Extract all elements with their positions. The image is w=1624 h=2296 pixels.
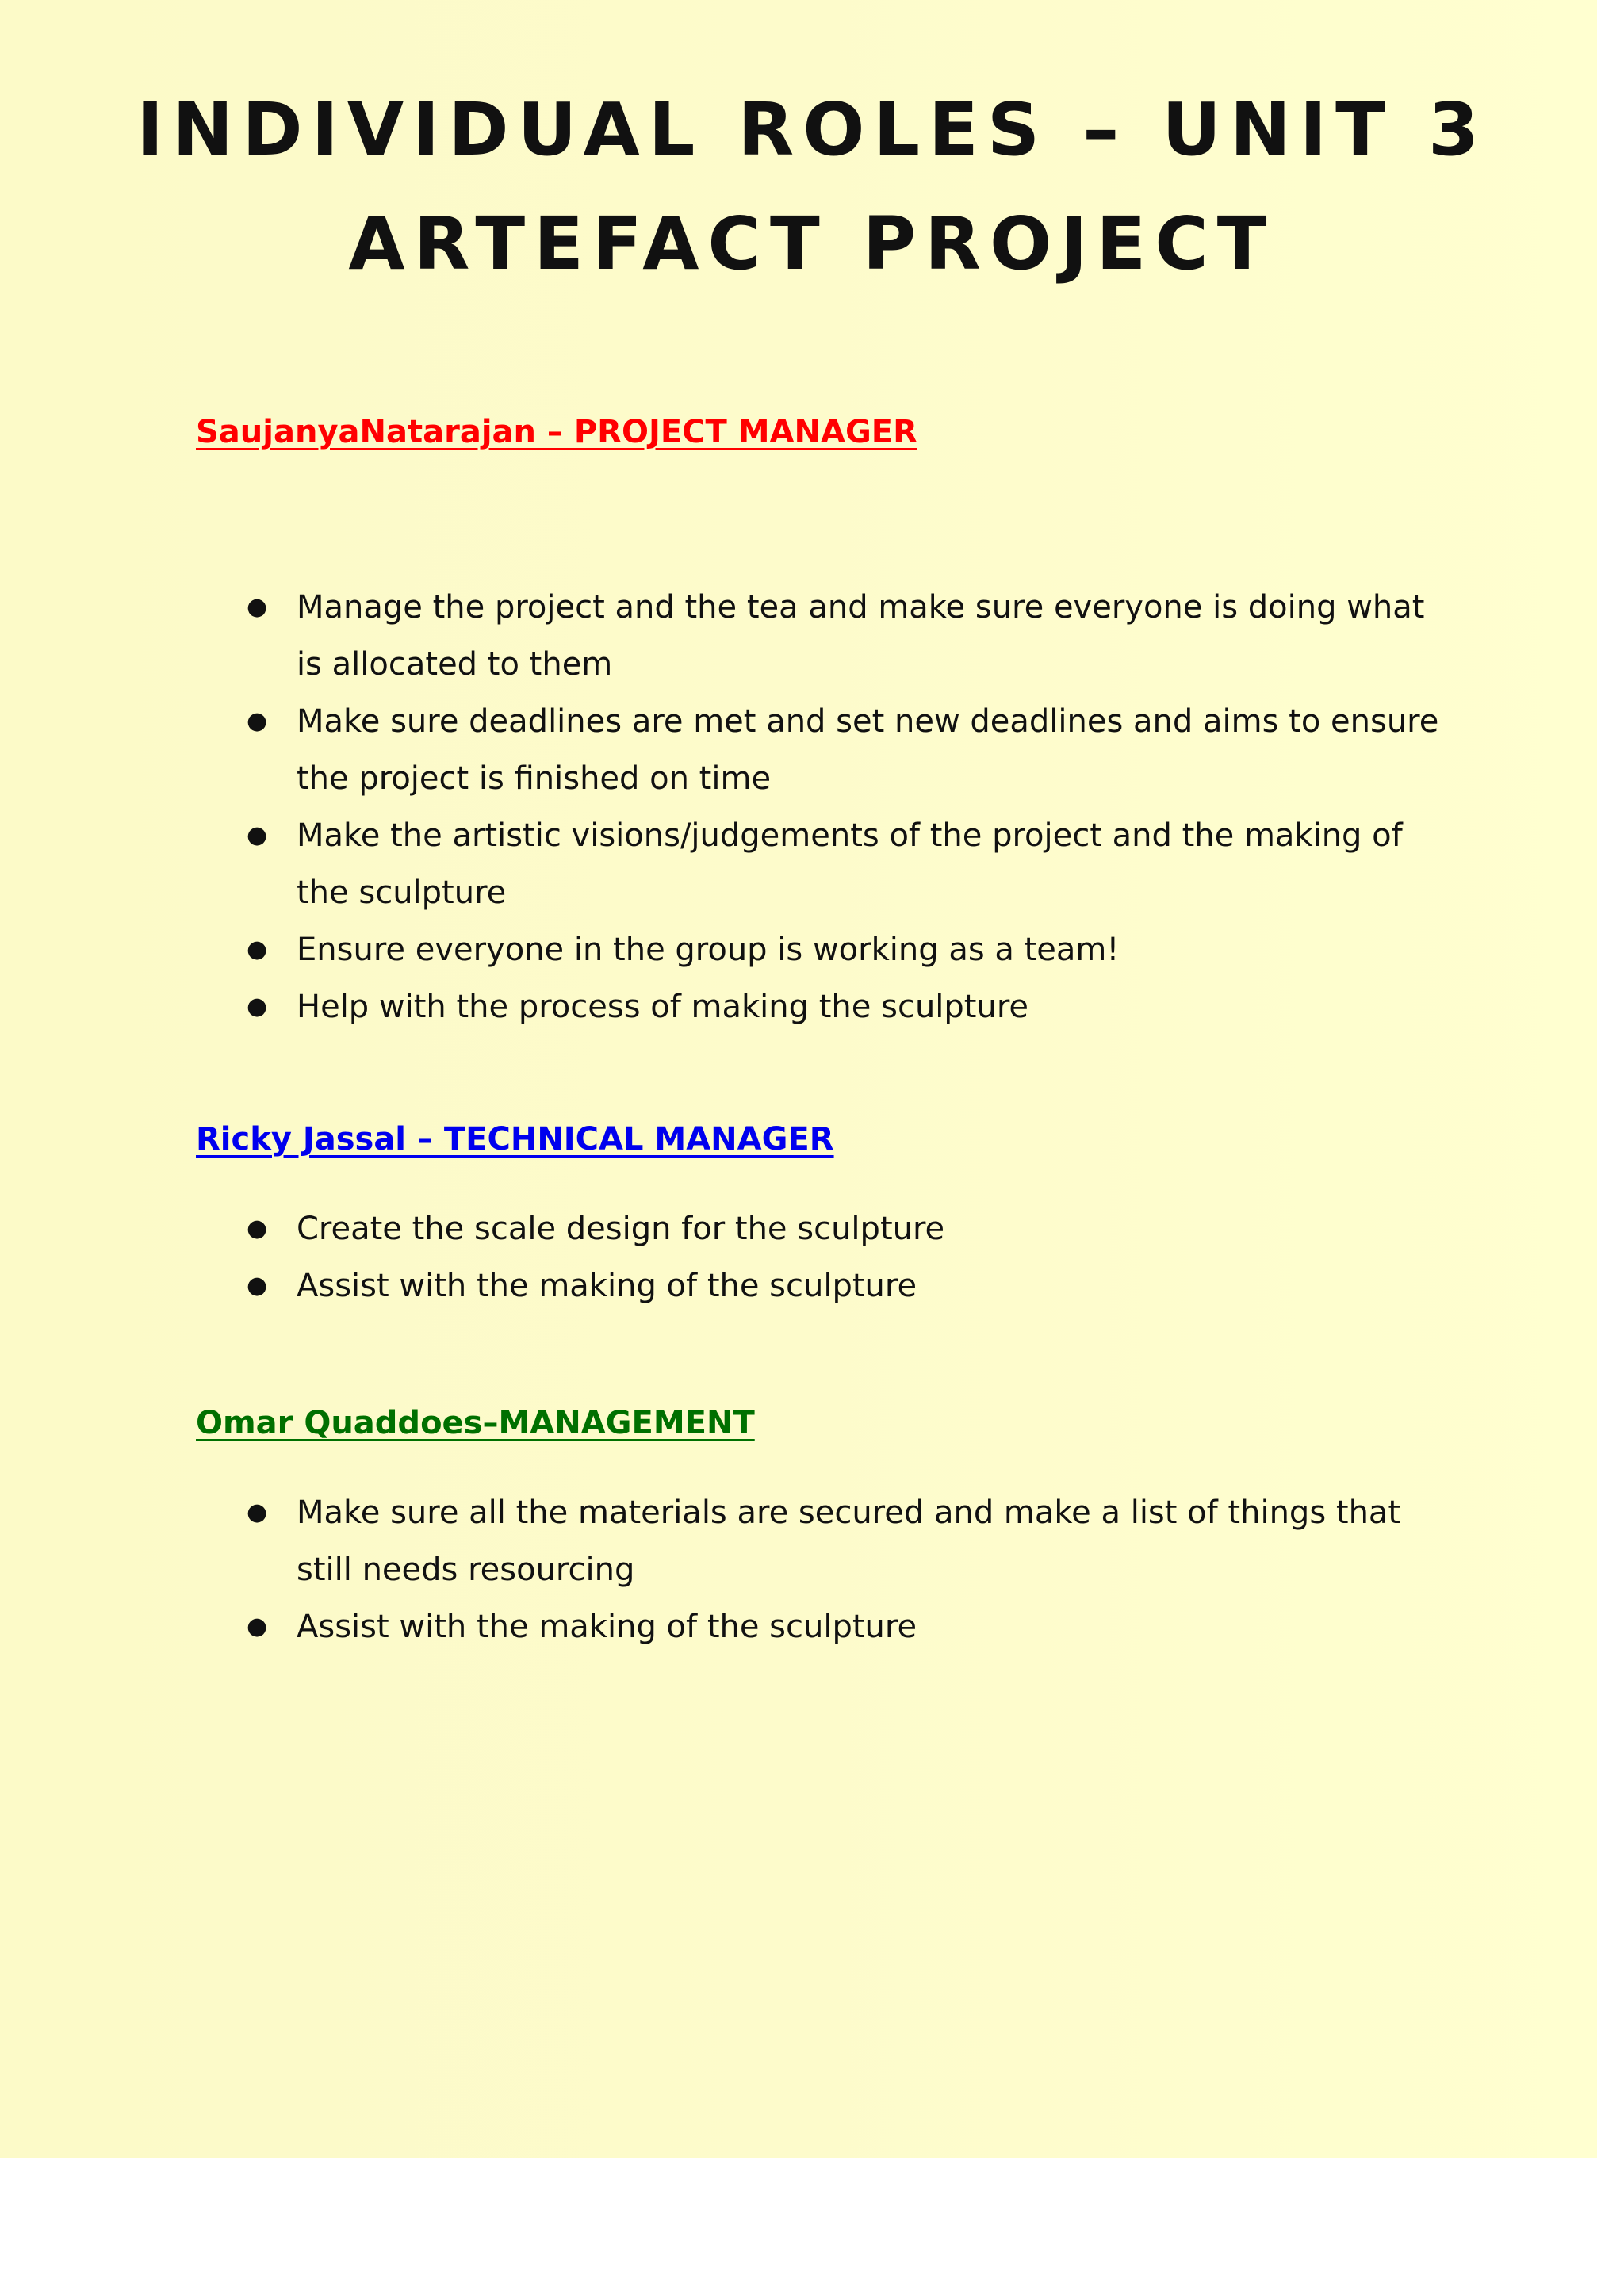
duty-text: Make sure all the materials are secured and make a list of things that still needs resourcing — [297, 1494, 1401, 1588]
role-heading-management: Omar Quaddoes–MANAGEMENT — [196, 1405, 755, 1441]
list-item — [238, 579, 1443, 693]
role-heading-project-manager: SaujanyaNatarajan – PROJECT MANAGER — [196, 414, 917, 450]
duty-text: Help with the process of making the sculpture — [297, 989, 1029, 1025]
duty-text: Ensure everyone in the group is working as a team! — [297, 932, 1120, 968]
duties-list-management — [238, 1484, 1443, 1655]
bullet-icon: ● — [247, 1498, 268, 1526]
list-item — [238, 1200, 1443, 1257]
duties-list-technical-manager — [238, 1200, 1443, 1314]
duty-text: Create the scale design for the sculpture — [297, 1211, 945, 1247]
duty-text: Make the artistic visions/judgements of the project and the making of the sculpture — [297, 817, 1403, 911]
duty-text: Assist with the making of the sculpture — [297, 1268, 917, 1304]
duty-text: Assist with the making of the sculpture — [297, 1609, 917, 1645]
list-item — [238, 921, 1443, 978]
bullet-icon: ● — [247, 821, 268, 849]
list-item — [238, 807, 1443, 921]
bullet-icon: ● — [247, 707, 268, 735]
title-line-1: INDIVIDUAL ROLES – UNIT 3 — [136, 87, 1488, 172]
list-item — [238, 1484, 1443, 1598]
duty-text: Make sure deadlines are met and set new deadlines and aims to ensure the project is finished on time — [297, 703, 1439, 797]
bullet-icon: ● — [247, 1272, 268, 1299]
list-item — [238, 1598, 1443, 1655]
list-item — [238, 978, 1443, 1035]
duty-text: Manage the project and the tea and make sure everyone is doing what is allocated to them — [297, 589, 1425, 683]
title-line-2: ARTEFACT PROJECT — [348, 201, 1276, 286]
bullet-icon: ● — [247, 936, 268, 963]
bullet-icon: ● — [247, 1215, 268, 1242]
bullet-icon: ● — [247, 993, 268, 1020]
list-item — [238, 693, 1443, 807]
document-title — [0, 73, 1624, 301]
list-item — [238, 1257, 1443, 1314]
duties-list-project-manager — [238, 579, 1443, 1035]
bullet-icon: ● — [247, 593, 268, 621]
bullet-icon: ● — [247, 1613, 268, 1640]
role-heading-technical-manager: Ricky Jassal – TECHNICAL MANAGER — [196, 1121, 834, 1158]
